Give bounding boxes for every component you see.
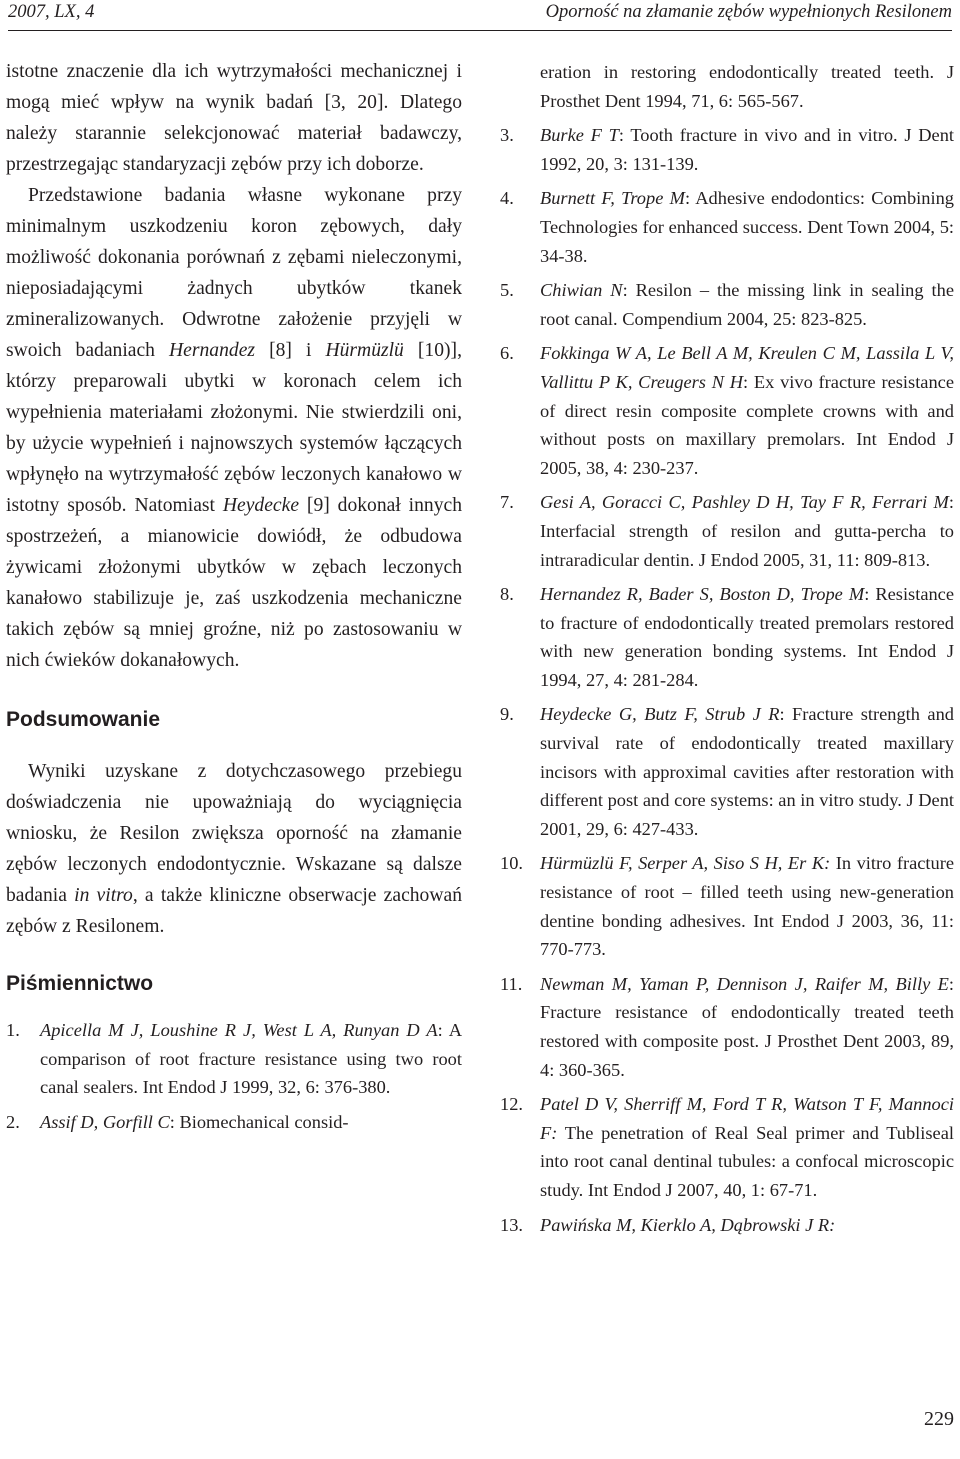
reference-text: : Biomechanical consid- (169, 1111, 349, 1132)
reference-number: 8. (500, 584, 514, 605)
reference-text: eration in restoring endodontically treated teeth. J Prosthet Dent 1994, 71, 6: 565-567. (540, 62, 954, 111)
reference-item (500, 58, 954, 115)
paragraph (6, 180, 462, 676)
reference-item (500, 488, 954, 574)
reference-authors: Burnett F, Trope M (540, 188, 685, 209)
reference-authors: Hernandez R, Bader S, Boston D, Trope M (540, 584, 865, 605)
reference-list (6, 1016, 462, 1136)
reference-number: 10. (500, 853, 523, 874)
reference-authors: Burke F T (540, 125, 619, 146)
paragraph: istotne znaczenie dla ich wytrzymałości mechanicznej i mogą mieć wpływ na wynik badań [3, 20]. Dlatego należy starannie selekcjonować materiał badawczy, przestrzegając standaryzacji zębów przy ich doborze. (6, 61, 462, 175)
left-column (6, 56, 462, 1142)
text-run: [9] dokonał innych spostrzeżeń, a mianowicie dowiódł, że odbudowa żywicami złożonymi ubytków w zębach leczonych kanałowo stabilizuje je, zaś uszkodzenia mechaniczne takich zębów są mniej groźne, niż po zastosowaniu w nich ćwieków dokanałowych. (6, 495, 462, 671)
section-heading-references: Piśmiennictwo (6, 972, 154, 995)
reference-text: : Fracture resistance of endodontically treated teeth restored with composite post. J Prosthet Dent 2003, 89, 4: 360-365. (540, 973, 954, 1080)
italic-term: in vitro (74, 885, 133, 906)
reference-text: : Ex vivo fracture resistance of direct resin composite complete crowns with and without posts on maxillary premolars. Int Endod J 2005, 38, 4: 230-237. (540, 371, 954, 478)
text-run: , a także kliniczne obserwacje zachowań zębów z Resilonem. (6, 885, 462, 937)
running-header (8, 2, 952, 26)
reference-text: : Adhesive endodontics: Combining Technologies for enhanced success. Dent Town 2004, 5: 34-38. (540, 188, 954, 266)
reference-number: 5. (500, 280, 514, 301)
reference-text: : Interfacial strength of resilon and gutta-percha to intraradicular dentin. J Endod 2005, 31, 11: 809-813. (540, 492, 954, 570)
author-name: Heydecke (222, 495, 300, 516)
reference-item (500, 1211, 954, 1240)
right-column (500, 58, 954, 1245)
author-name: Hernandez (169, 340, 256, 361)
reference-number: 13. (500, 1214, 523, 1235)
reference-authors: Heydecke G, Butz F, Strub J R (540, 704, 780, 725)
reference-text: : Tooth fracture in vivo and in vitro. J Dent 1992, 20, 3: 131-139. (540, 125, 955, 174)
reference-authors: Pawińska M, Kierklo A, Dąbrowski J R: (540, 1214, 836, 1235)
reference-text: : Fracture strength and survival rate of endodontically treated maxillary incisors with approximal cavities after restoration with different post and core systems: an in vitro study. J Dent 2001, 29, 6: 427-433. (540, 704, 954, 839)
reference-authors: Apicella M J, Loushine R J, West L A, Runyan D A (40, 1020, 438, 1040)
reference-item (6, 1016, 462, 1102)
page-number: 229 (924, 1408, 954, 1430)
summary-paragraph (6, 756, 462, 942)
reference-authors: Fokkinga W A, Le Bell A M, Kreulen C M, Lassila L V, Vallittu P K, Creugers N H (540, 343, 954, 392)
reference-list (500, 58, 954, 1239)
reference-authors: Chiwian N (540, 280, 623, 301)
reference-item (500, 1090, 954, 1204)
reference-number: 6. (500, 343, 514, 364)
reference-number: 9. (500, 704, 514, 725)
text-run: [8] i (255, 340, 326, 361)
section-heading-summary: Podsumowanie (6, 708, 161, 731)
reference-item (500, 580, 954, 694)
reference-number: 11. (500, 973, 523, 994)
reference-text: : Resistance to fracture of endodontically treated premolars restored with new generation bonding systems. Int Endod J 1994, 27, 4: 281-284. (540, 584, 954, 690)
reference-item (500, 700, 954, 843)
reference-text: : A comparison of root fracture resistance using two root canal sealers. Int Endod J 1999, 32, 6: 376-380. (40, 1020, 462, 1098)
reference-number: 4. (500, 188, 514, 209)
reference-authors: Hürmüzlü F, Serper A, Siso S H, Er K: (540, 853, 831, 874)
text-run: Przedstawione badania własne wykonane przy minimalnym uszkodzeniu koron zębowych, dały możliwość dokonania porównań z zębami nieleczonymi, nieposiadającymi żadnych ubytków tkanek zmineralizowanych. Odwrotne założenie przyjęli w swoich badaniach (6, 185, 462, 361)
reference-item (500, 184, 954, 270)
reference-item (500, 276, 954, 333)
reference-number: 7. (500, 492, 514, 513)
reference-authors: Gesi A, Goracci C, Pashley D H, Tay F R, Ferrari M (540, 492, 949, 513)
reference-item (500, 121, 954, 178)
reference-item (500, 339, 954, 482)
text-run: [10)], którzy preparowali ubytki w koronach celem ich wypełnienia materiałami złożonymi. Nie stwierdzili oni, by użycie wypełnień i najnowszych systemów łączących wpłynęło na wytrzymałość zębów leczonych kanałowo w istotny sposób. Natomiast (6, 340, 462, 516)
reference-authors: Assif D, Gorfill C (40, 1111, 170, 1132)
author-name: Hürmüzlü (325, 340, 404, 361)
reference-authors: Patel D V, Sherriff M, Ford T R, Watson T F, Mannoci F: (540, 1094, 954, 1143)
reference-number: 2. (6, 1111, 20, 1132)
reference-text: : Resilon – the missing link in sealing the root canal. Compendium 2004, 25: 823-825. (540, 280, 955, 329)
text-run: Wyniki uzyskane z dotychczasowego przebiegu doświadczenia nie upoważniają do wyciągnięcia wniosku, że Resilon zwiększa oporność na złamanie zębów leczonych endodontycznie. Wskazane są dalsze badania (6, 761, 462, 906)
reference-number: 12. (500, 1094, 523, 1115)
header-rule (8, 30, 952, 31)
reference-item (500, 970, 954, 1084)
reference-item (500, 849, 954, 963)
reference-number: 3. (500, 125, 514, 146)
reference-authors: Newman M, Yaman P, Dennison J, Raifer M, Billy E (540, 973, 949, 994)
reference-number: 1. (6, 1020, 20, 1040)
reference-text: The penetration of Real Seal primer and Tubliseal into root canal dentinal tubules: a confocal microscopic study. Int Endod J 2007, 40, 1: 67-71. (540, 1122, 954, 1200)
reference-item (6, 1108, 462, 1137)
running-title: Oporność na złamanie zębów wypełnionych Resilonem (545, 2, 952, 22)
reference-text: In vitro fracture resistance of root – filled teeth using new-generation dentine bonding adhesives. Int Endod J 2003, 36, 11: 770-773. (540, 853, 954, 960)
journal-issue: 2007, LX, 4 (8, 2, 95, 22)
